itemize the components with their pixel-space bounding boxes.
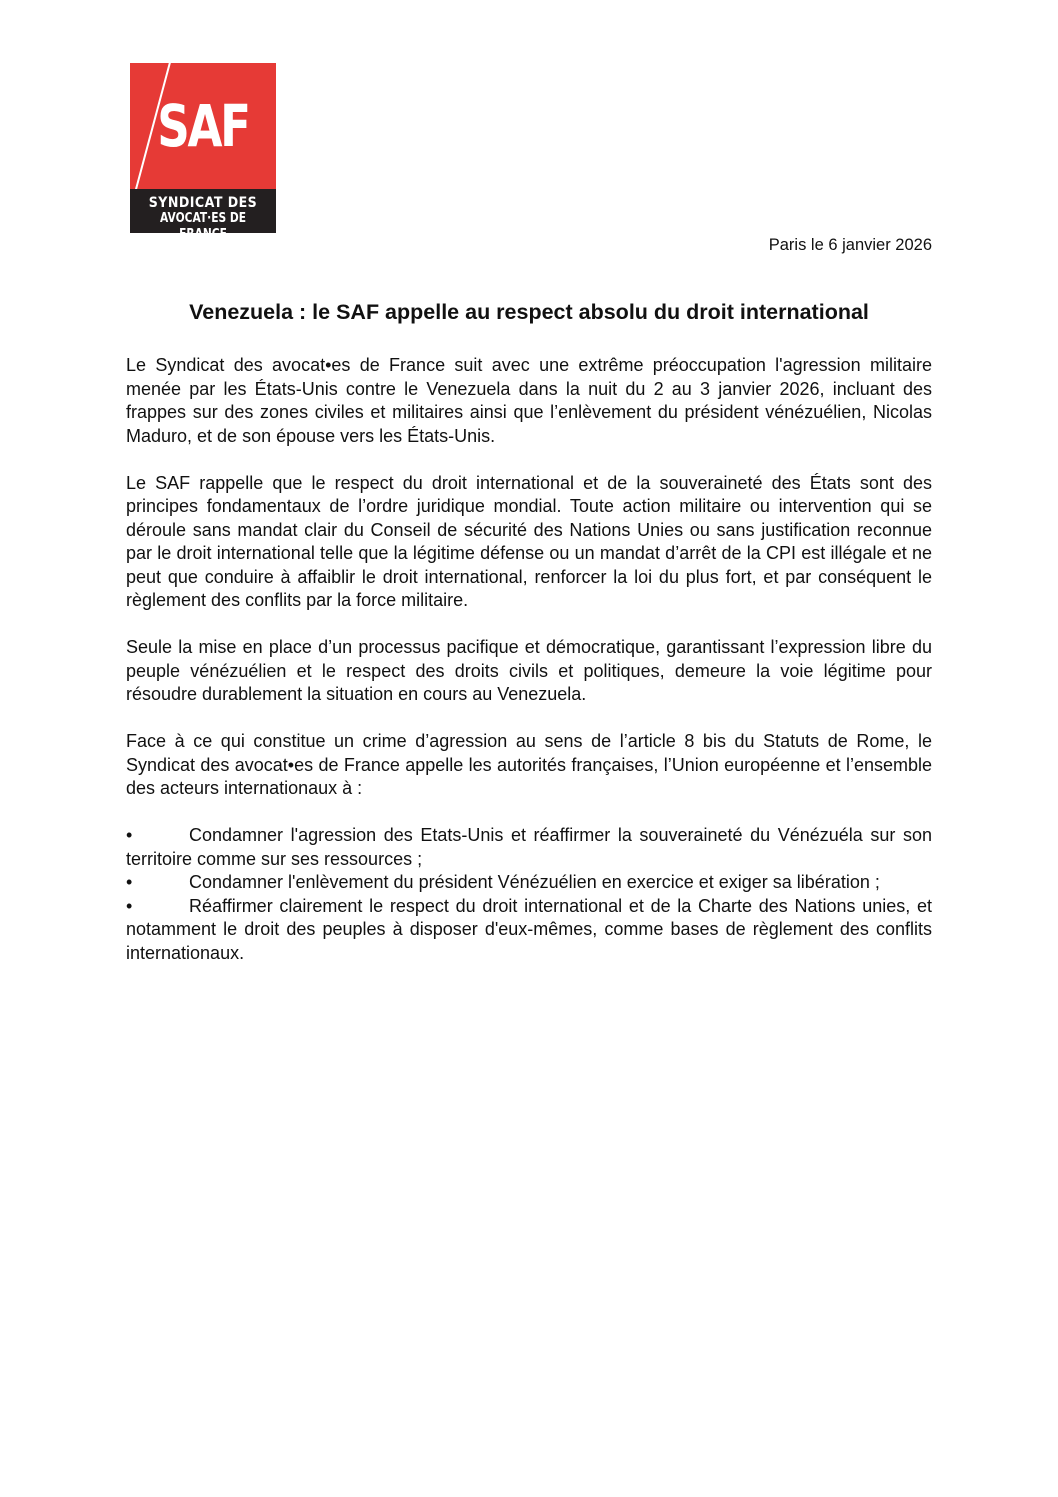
document-date: Paris le 6 janvier 2026 [768, 236, 932, 254]
list-item [126, 824, 932, 871]
paragraph: Le SAF rappelle que le respect du droit international et de la souveraineté des États sont des principes fondamentaux de l’ordre juridique mondial. Toute action militaire ou intervention qui se déroule sans mandat clair du Conseil de sécurité des Nations Unies ou sans justification reconnue par le droit international telle que la légitime défense ou un mandat d’arrêt de la CPI est illégale et ne peut que conduire à affaiblir le droit international, renforcer la loi du plus fort, et par conséquent le règlement des conflits par la force militaire. [126, 472, 932, 610]
logo-acronym: SAF [157, 92, 249, 160]
list-item-text: Condamner l'agression des Etats-Unis et réaffirmer la souveraineté du Vénézuéla sur son territoire comme sur ses ressources ; [126, 825, 932, 869]
bullet-mark: • [126, 895, 133, 916]
paragraph: Seule la mise en place d’un processus pacifique et démocratique, garantissant l’expression libre du peuple vénézuélien et le respect des droits civils et politiques, demeure la voie légitime pour résoudre durablement la situation en cours au Venezuela. [126, 637, 932, 704]
demands-list [126, 824, 932, 965]
paragraph: Face à ce qui constitue un crime d’agression au sens de l’article 8 bis du Statuts de Rome, le Syndicat des avocat•es de France appelle les autorités françaises, l’Union européenne et l’ensemble des acteurs internationaux à : [126, 731, 932, 798]
logo-name-line1: SYNDICAT DES [148, 195, 258, 211]
logo-red-block [130, 63, 276, 189]
logo-name-line2: AVOCAT·ES DE FRANCE [159, 211, 247, 242]
saf-logo [130, 63, 276, 242]
bullet-mark: • [126, 825, 133, 845]
list-item [126, 895, 932, 966]
list-item [126, 871, 932, 895]
paragraph: Le Syndicat des avocat•es de France suit avec une extrême préoccupation l'agression militaire menée par les États-Unis contre le Venezuela dans la nuit du 2 au 3 janvier 2026, incluant des frappes sur des zones civiles et militaires ainsi que l’enlèvement du président vénézuélien, Nicolas Maduro, et de son épouse vers les États-Unis. [126, 355, 932, 446]
document-body [126, 354, 932, 965]
list-item-text: Réaffirmer clairement le respect du droit international et de la Charte des Nations unies, et notamment le droit des peuples à disposer d'eux-mêmes, comme bases de règlement des conflits internationaux. [126, 895, 932, 963]
bullet-mark: • [126, 872, 133, 892]
list-item-text: Condamner l'enlèvement du président Vénézuélien en exercice et exiger sa libération ; [189, 872, 880, 892]
logo-name-block [130, 189, 276, 242]
document-title: Venezuela : le SAF appelle au respect absolu du droit international [189, 300, 869, 324]
